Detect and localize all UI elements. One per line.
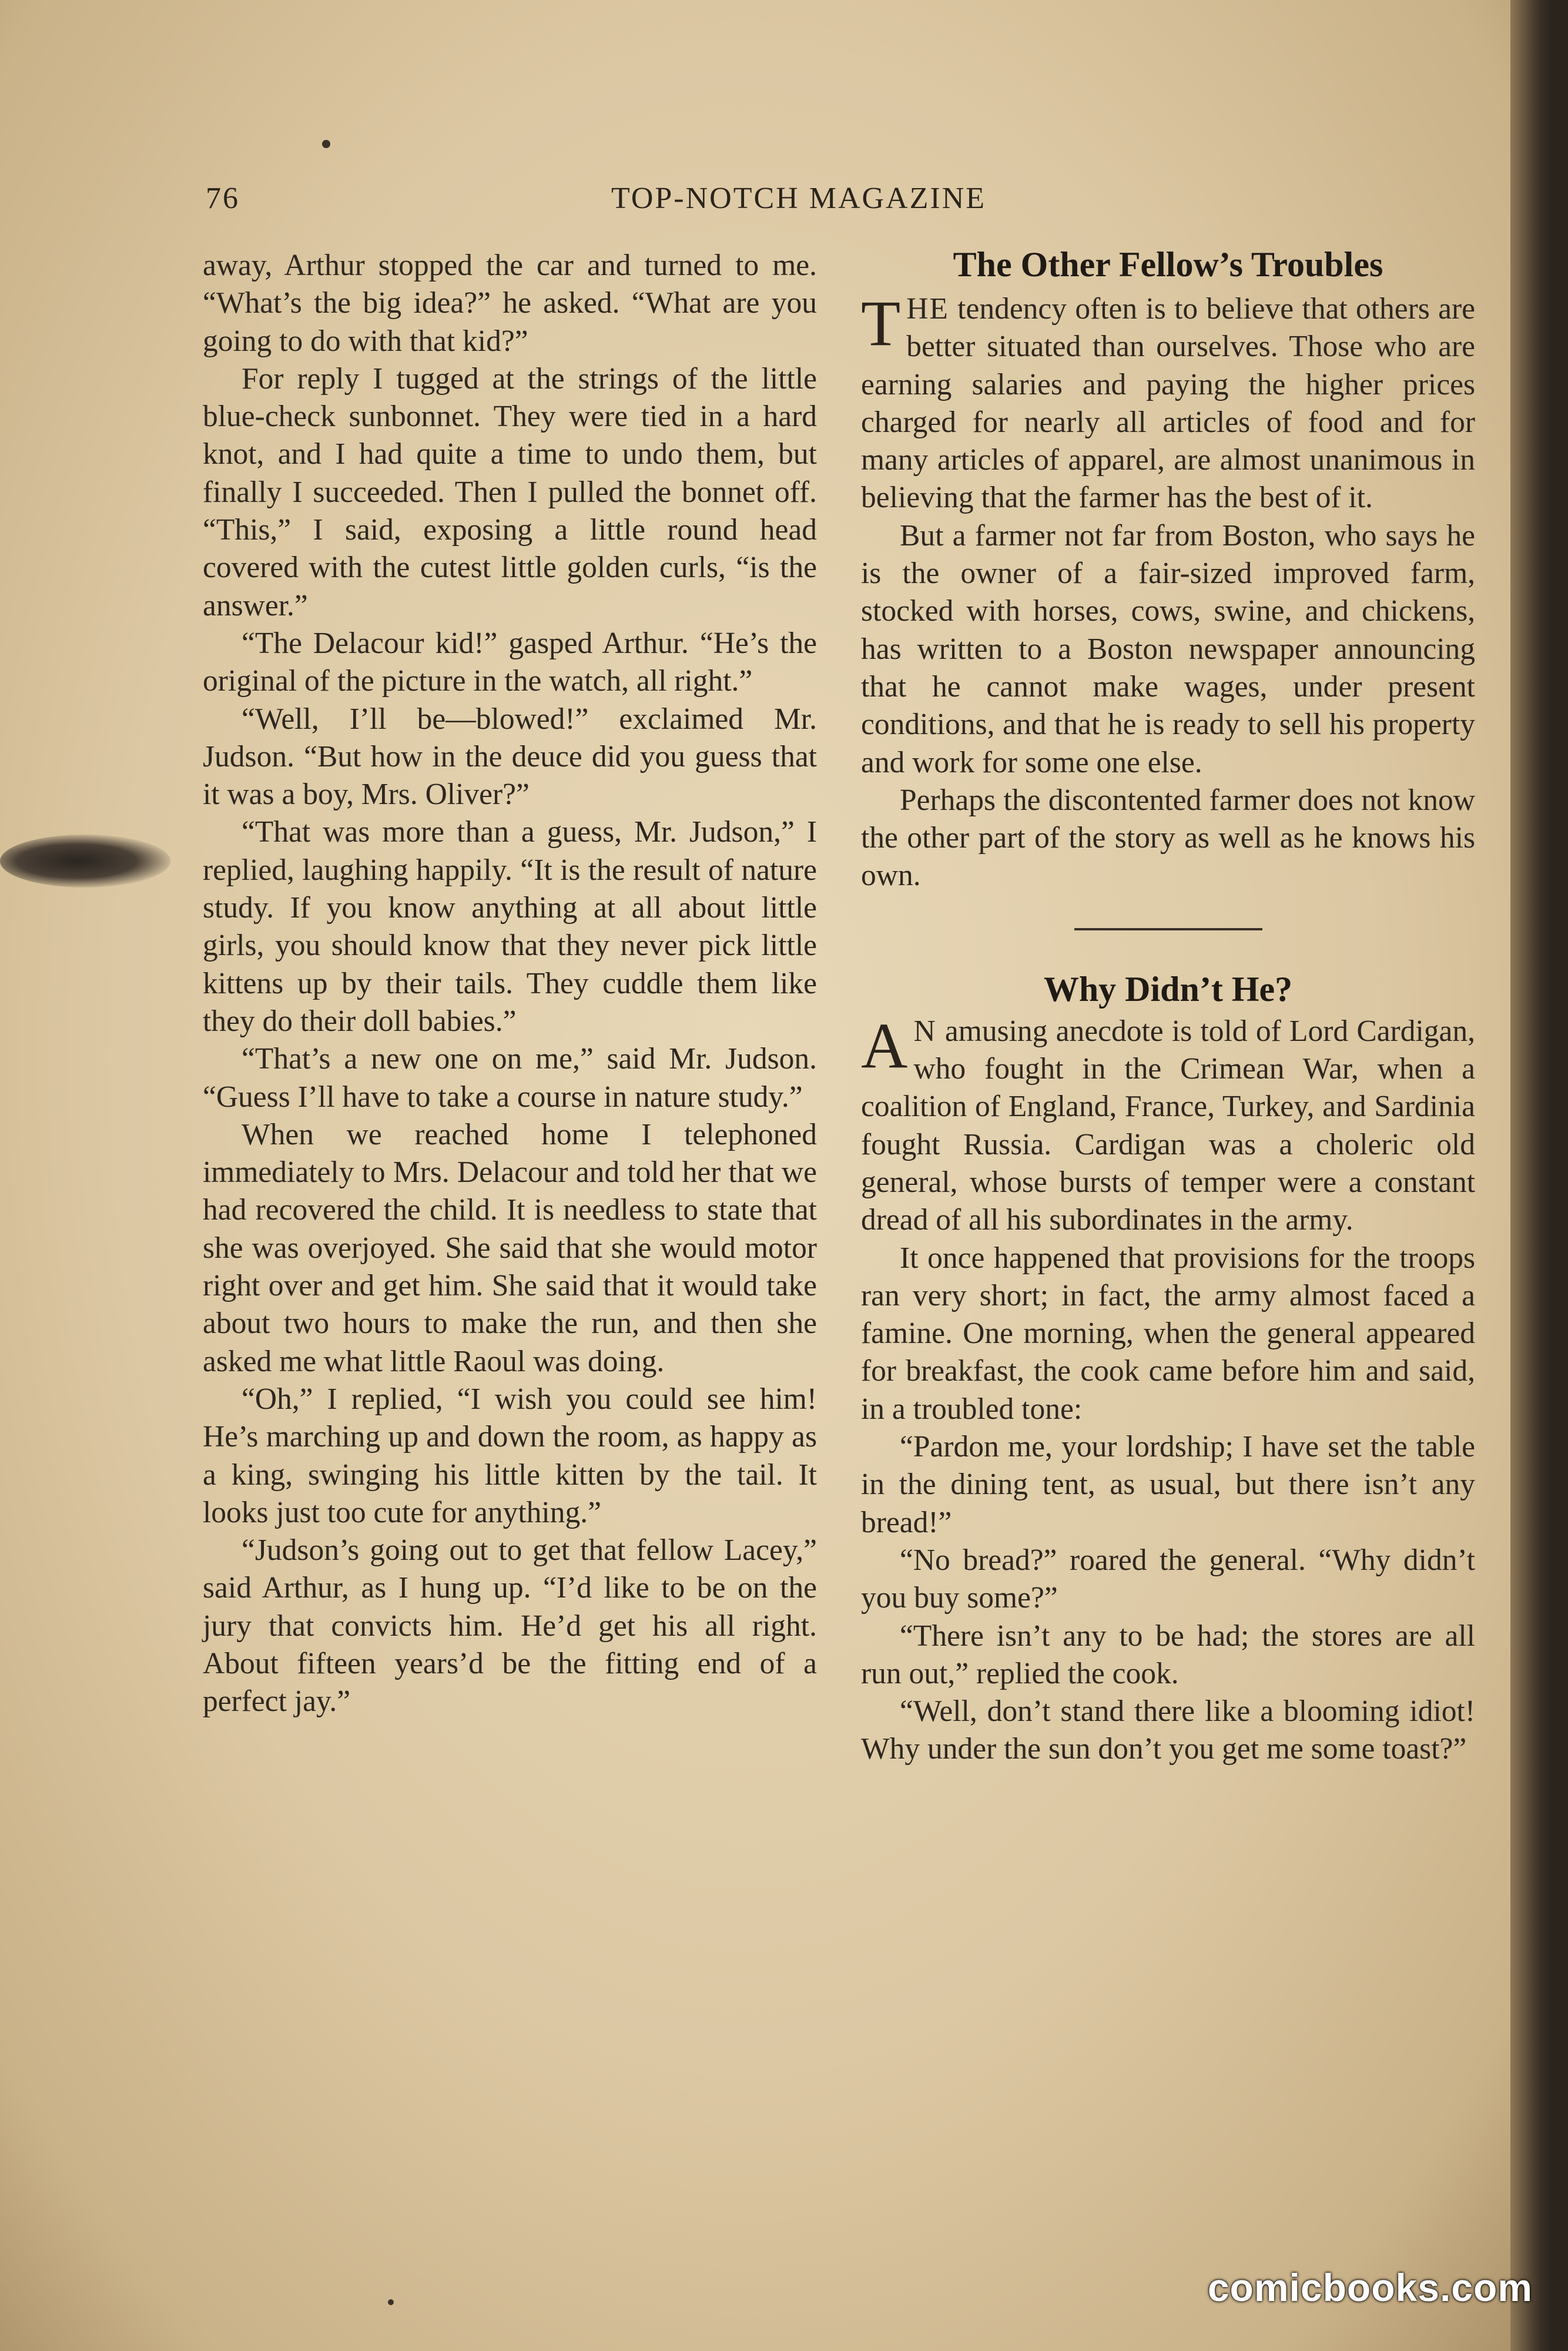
paragraph-text: amusing anecdote is told of Lord Cardigan, who fought in the Crimean War, when a coalition of England, France, Turkey, and Sardinia fought Russia. Cardigan was a choleric old general, whose bursts of temper were a constant dread of all his subordinates in the army. [861, 1014, 1475, 1237]
page-header [206, 181, 1475, 222]
paragraph: “That’s a new one on me,” said Mr. Judson. “Guess I’ll have to take a course in nature study.” [203, 1042, 817, 1114]
article-title: Why Didn’t He? [1043, 969, 1293, 1009]
paragraph: “That was more than a guess, Mr. Judson,” I replied, laughing happily. “It is the result of nature study. If you know anything at all about little girls, you should know that they never pick little kittens up by their tails. They cuddle them like they do their doll babies.” [203, 815, 817, 1038]
right-column [861, 241, 1475, 1769]
paragraph [861, 1009, 1475, 1240]
paragraph: It once happened that provisions for the troops ran very short; in fact, the army almost faced a famine. One morning, when the general appeared for breakfast, the cook came before him and said, in a troubled tone: [861, 1241, 1475, 1426]
paragraph: “Well, I’ll be—blowed!” exclaimed Mr. Judson. “But how in the deuce did you guess that it was a boy, Mrs. Oliver?” [203, 702, 817, 812]
paragraph: away, Arthur stopped the car and turned to me. “What’s the big idea?” he asked. “What are you going to do with that kid?” [203, 249, 817, 358]
paragraph: “No bread?” roared the general. “Why didn’t you buy some?” [861, 1543, 1475, 1615]
magazine-title: TOP-NOTCH MAGAZINE [611, 182, 987, 215]
paragraph: “The Delacour kid!” gasped Arthur. “He’s the original of the picture in the watch, all right.” [203, 626, 817, 698]
lead-caps: HE [906, 292, 949, 326]
paragraph: For reply I tugged at the strings of the little blue-check sunbonnet. They were tied in a hard knot, and I had quite a time to undo them, but finally I succeeded. Then I pulled the bonnet off. “This,” I said, exposing a little round head covered with the cutest little golden curls, “is the answer.” [203, 361, 817, 622]
drop-cap: T [861, 287, 901, 359]
paragraph: When we reached home I telephoned immediately to Mrs. Delacour and told her that we had recovered the child. It is needless to state that she was overjoyed. She said that she would motor right over and get him. She said that it would take about two hours to make the run, and then she asked me what little Raoul was doing. [203, 1117, 817, 1378]
page-stain [0, 835, 170, 888]
lead-caps: N [913, 1014, 937, 1048]
section-divider [1074, 928, 1262, 930]
drop-cap: A [861, 1009, 908, 1081]
ink-speck [322, 140, 330, 148]
paragraph: “Oh,” I replied, “I wish you could see him! He’s marching up and down the room, as happy as a king, swinging his little kitten by the tail. It looks just too cute for anything.” [203, 1382, 817, 1529]
watermark: comicbooks.com [1207, 2266, 1533, 2309]
article-title: The Other Fellow’s Troubles [953, 245, 1383, 284]
ink-speck [388, 2299, 394, 2305]
paragraph: “Judson’s going out to get that fellow Lacey,” said Arthur, as I hung up. “I’d like to be on the jury that convicts him. He’d get his all right. About fifteen years’d be the fitting end of a perfect jay.” [203, 1533, 817, 1719]
paragraph [861, 287, 1475, 517]
paragraph: “Well, don’t stand there like a blooming idiot! Why under the sun don’t you get me some toast?” [861, 1694, 1475, 1766]
book-spine-shadow [1510, 0, 1552, 2351]
paragraph: “Pardon me, your lordship; I have set the table in the dining tent, as usual, but there isn’t any bread!” [861, 1430, 1475, 1539]
paragraph-text: tendency often is to believe that others are better situated than ourselves. Those who are earning salaries and paying the higher prices charged for nearly all articles of food and for many articles of apparel, are almost unanimous in believing that the farmer has the best of it. [861, 292, 1475, 515]
paragraph: But a farmer not far from Boston, who says he is the owner of a fair-sized improved farm, stocked with horses, cows, swine, and chickens, has written to a Boston newspaper announcing that he cannot make wages, under present conditions, and that he is ready to sell his property and work for some one else. [861, 518, 1475, 779]
left-column [203, 247, 817, 1721]
paragraph: “There isn’t any to be had; the stores are all run out,” replied the cook. [861, 1619, 1475, 1690]
page-number: 76 [206, 182, 240, 215]
paragraph: Perhaps the discontented farmer does not know the other part of the story as well as he knows his own. [861, 783, 1475, 893]
